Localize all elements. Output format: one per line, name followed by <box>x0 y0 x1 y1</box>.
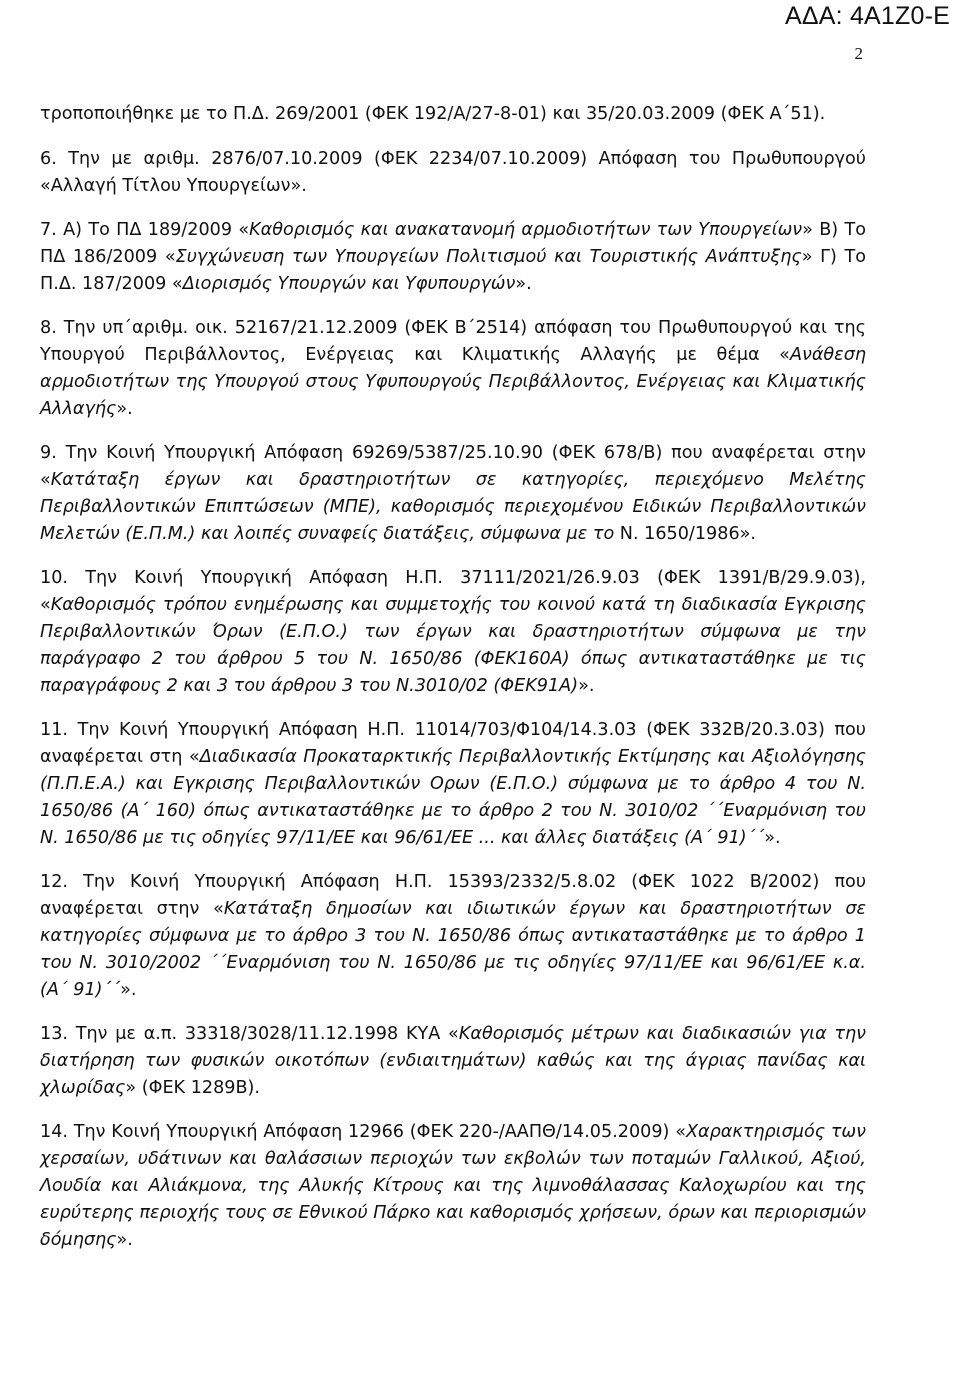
document-body <box>40 101 866 1271</box>
item-text: ». <box>120 980 137 1000</box>
item-text: Α) Το ΠΔ 189/2009 « <box>63 220 250 240</box>
item-italic-text: Χαρακτηρισμός των χερσαίων, υδάτινων και θαλάσσιων περιοχών των εκβολών των ποταμών Γαλλικού, Αξιού, Λουδία και Αλιάκμονα, της Αλυκής Κίτρους και της λιμνοθάλασσας Καλοχωρίου και της ευρύτερης περιοχής τους σε Εθνικού Πάρκο και καθορισμός χρήσεων, όρων και περιορισμών δόμησης <box>40 1122 866 1250</box>
item-text: » Γ) Το Π.Δ. 187/2009 « <box>40 247 866 294</box>
page-number: 2 <box>854 44 863 63</box>
item-text: Την Κοινή Υπουργική Απόφαση Η.Π. 15393/2332/5.8.02 (ΦΕΚ 1022 Β/2002) που αναφέρεται στην « <box>40 872 867 919</box>
item-italic-text: Καθορισμός και ανακατανομή αρμοδιοτήτων των Υπουργείων <box>249 220 803 240</box>
item-text: ». <box>116 1230 133 1250</box>
item-italic-text: Συγχώνευση των Υπουργείων Πολιτισμού και Τουριστικής Ανάπτυξης <box>175 247 802 267</box>
item-text: Την Κοινή Υπουργική Απόφαση 69269/5387/25.10.90 (ΦΕΚ 678/Β) που αναφέρεται στην « <box>40 443 866 490</box>
item-number: 6. <box>40 149 69 169</box>
item-text: Την με αριθμ. 2876/07.10.2009 (ΦΕΚ 2234/07.10.2009) Απόφαση του Πρωθυπουργού «Αλλαγή Τίτλου Υπουργείων». <box>40 149 866 196</box>
item-italic-text: Διορισμός Υπουργών και Υφυπουργών <box>182 274 516 294</box>
item-text: Την Κοινή Υπουργική Απόφαση 12966 (ΦΕΚ 220-/ΑΑΠΘ/14.05.2009) « <box>73 1122 686 1142</box>
item-number: 13. <box>40 1024 76 1044</box>
list-item <box>40 1021 866 1102</box>
item-text: ». <box>116 399 133 419</box>
item-text: ». <box>764 828 781 848</box>
item-text: ». <box>578 676 595 696</box>
item-text: » (ΦΕΚ 1289Β). <box>125 1078 260 1098</box>
item-number: 8. <box>40 318 64 338</box>
item-number: 11. <box>40 720 78 740</box>
item-text: Την Κοινή Υπουργική Απόφαση Η.Π. 37111/2021/26.9.03 (ΦΕΚ 1391/Β/29.9.03), « <box>40 568 866 615</box>
item-number: 9. <box>40 443 66 463</box>
item-text: ». <box>515 274 532 294</box>
item-text: Ν. 1650/1986». <box>614 524 756 544</box>
item-italic-text: Ανάθεση αρμοδιοτήτων της Υπουργού στους Υφυπουργούς Περιβάλλοντος, Ενέργειας και Κλιματικής Αλλαγής <box>40 345 866 419</box>
list-item <box>40 869 866 1004</box>
item-italic-text: Κατάταξη έργων και δραστηριοτήτων σε κατηγορίες, περιεχόμενο Μελέτης Περιβαλλοντικών Επιπτώσεων (ΜΠΕ), καθορισμός περιεχομένου Ειδικών Περιβαλλοντικών Μελετών (Ε.Π.Μ.) και λοιπές συναφείς διατάξεις, σύμφωνα με το <box>40 470 866 544</box>
legal-references-list <box>40 146 866 1254</box>
item-text: Την Κοινή Υπουργική Απόφαση Η.Π. 11014/703/Φ104/14.3.03 (ΦΕΚ 332Β/20.3.03) που αναφέρεται στη « <box>40 720 866 767</box>
list-item <box>40 1119 866 1254</box>
list-item <box>40 217 866 298</box>
item-text: » Β) Το ΠΔ 186/2009 « <box>40 220 866 267</box>
item-text: Την υπ΄αριθμ. οικ. 52167/21.12.2009 (ΦΕΚ Β΄2514) απόφαση του Πρωθυπουργού και της Υπουργού Περιβάλλοντος, Ενέργειας και Κλιματικής Αλλαγής με θέμα « <box>40 318 866 365</box>
intro-paragraph: τροποποιήθηκε με το Π.Δ. 269/2001 (ΦΕΚ 192/Α/27-8-01) και 35/20.03.2009 (ΦΕΚ Α΄51). <box>40 104 826 124</box>
list-item <box>40 315 866 423</box>
item-number: 12. <box>40 872 84 892</box>
item-italic-text: Κατάταξη δημοσίων και ιδιωτικών έργων και δραστηριοτήτων σε κατηγορίες σύμφωνα με το άρθρο 3 του Ν. 1650/86 όπως αντικαταστάθηκε με το άρθρο 1 του Ν. 3010/2002 ΄΄Εναρμόνιση του Ν. 1650/86 με τις οδηγίες 97/11/ΕΕ και 96/61/ΕΕ κ.α. (Α΄ 91)΄΄ <box>40 899 866 1000</box>
item-text: Την με α.π. 33318/3028/11.12.1998 ΚΥΑ « <box>75 1024 459 1044</box>
item-number: 14. <box>40 1122 74 1142</box>
item-number: 10. <box>40 568 86 588</box>
item-italic-text: Καθορισμός τρόπου ενημέρωσης και συμμετοχής του κοινού κατά τη διαδικασία Εγκρισης Περιβαλλοντικών Όρων (Ε.Π.Ο.) των έργων και δραστηριοτήτων σύμφωνα με την παράγραφο 2 του άρθρου 5 του Ν. 1650/86 (ΦΕΚ160Α) όπως αντικαταστάθηκε με τις παραγράφους 2 και 3 του άρθρου 3 του Ν.3010/02 (ΦΕΚ91Α) <box>40 595 866 696</box>
list-item <box>40 440 866 548</box>
list-item <box>40 717 866 852</box>
item-italic-text: Διαδικασία Προκαταρκτικής Περιβαλλοντικής Εκτίμησης και Αξιολόγησης (Π.Π.Ε.Α.) και Εγκρισης Περιβαλλοντικών Ορων (Ε.Π.Ο.) σύμφωνα με το άρθρο 4 του Ν. 1650/86 (Α΄ 160) όπως αντικαταστάθηκε με το άρθρο 2 του Ν. 3010/02 ΄΄Εναρμόνιση του Ν. 1650/86 με τις οδηγίες 97/11/ΕΕ και 96/61/ΕΕ ... και άλλες διατάξεις (Α΄ 91)΄΄ <box>40 747 866 848</box>
item-number: 7. <box>40 220 64 240</box>
item-italic-text: Καθορισμός μέτρων και διαδικασιών για την διατήρηση των φυσικών οικοτόπων (ενδιαιτημάτων) καθώς και της άγριας πανίδας και χλωρίδας <box>40 1024 867 1098</box>
list-item <box>40 146 866 200</box>
list-item <box>40 565 866 700</box>
ada-identifier: ΑΔΑ: 4Α1Ζ0-Ε <box>785 2 950 30</box>
